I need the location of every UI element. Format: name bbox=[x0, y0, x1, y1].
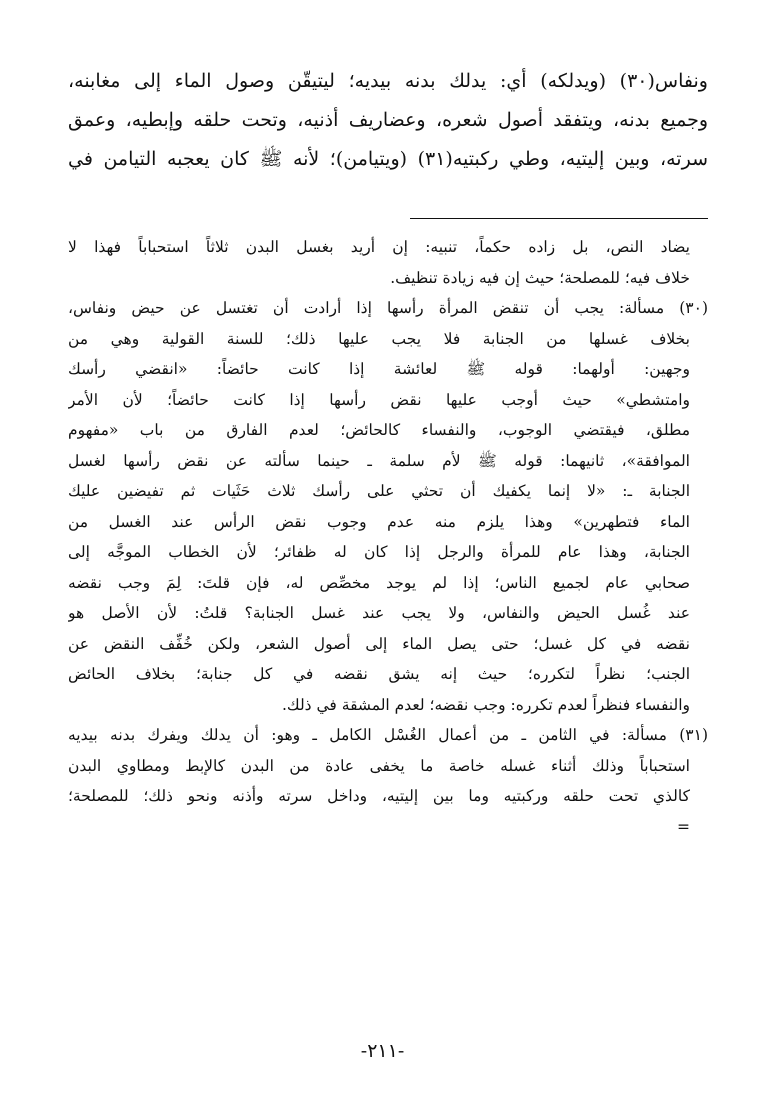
footnote-31 bbox=[68, 720, 708, 842]
footnote-line: الجنابة ـ: «لا إنما يكفيك أن تحثي على رأسك ثلاث حَثَيات ثم تفيضين عليك bbox=[68, 482, 690, 500]
footnote-line: (٣٠) مسألة: يجب أن تنقض المرأة رأسها إذا أرادت أن تغتسل عن حيض ونفاس، bbox=[68, 299, 708, 317]
footnote-line: وامتشطي» حيث أوجب عليها نقض رأسها إذا كانت حائضاً؛ لأن الأمر bbox=[68, 390, 690, 409]
footnote-line: صحابي عام لجميع الناس؛ إذا لم يوجد مخصِّص له، فإن قلتَ: لِمَ وجب نقضه bbox=[68, 573, 690, 592]
footnote-line: بخلاف غسلها من الجنابة فلا يجب عليها ذلك؛ للسنة القولية وهي من bbox=[68, 329, 690, 348]
footnote-line: الماء فتطهرين» وهذا يلزم منه عدم وجوب نقض الرأس عند الغسل من bbox=[68, 512, 690, 531]
footnote-line: الجنب؛ نظراً لتكرره؛ حيث إنه يشق نقضه في كل جنابة؛ بخلاف الحائض bbox=[68, 665, 690, 683]
main-text-line: سرته، وبين إليتيه، وطي ركبتيه(٣١) (ويتيامن)؛ لأنه ﷺ كان يعجبه التيامن في bbox=[68, 148, 708, 170]
footnote-line: وجهين: أولهما: قوله ﷺ لعائشة إذا كانت حائضاً: «انقضي رأسك bbox=[68, 360, 690, 378]
footnote-line: استحباباً وذلك أثناء غسله خاصة ما يخفى عادة من البدن كالإبط ومطاوي البدن bbox=[68, 756, 690, 775]
footnote-line: يضاد النص، بل زاده حكماً، تنبيه: إن أريد بغسل البدن ثلاثاً استحباباً فهذا لا bbox=[68, 238, 690, 256]
footnote-line: نقضه في كل غسل؛ حتى يصل الماء إلى أصول الشعر، ولكن خُفِّف النقض عن bbox=[68, 634, 690, 653]
footnote-line: والنفساء فنظراً لعدم تكرره: وجب نقضه؛ لعدم المشقة في ذلك. bbox=[281, 695, 690, 714]
footnote-line: (٣١) مسألة: في الثامن ـ من أعمال الغُسْل الكامل ـ وهو: أن يدلك ويفرك بدنه بيديه bbox=[68, 726, 708, 744]
footnote-continuation bbox=[68, 232, 708, 293]
footnote-line: خلاف فيه؛ للمصلحة؛ حيث إن فيه زيادة تنظيف. bbox=[390, 268, 690, 287]
page-number: -٢١١- bbox=[360, 1040, 405, 1062]
footnote-separator bbox=[410, 218, 708, 219]
footnote-30 bbox=[68, 293, 708, 720]
main-text-line: وجميع بدنه، ويتفقد أصول شعره، وعضاريف أذنيه، وتحت حلقه وإبطيه، وعمق bbox=[68, 109, 708, 131]
footnotes bbox=[68, 232, 708, 842]
footnote-line: كالذي تحت حلقه وركبتيه وما بين إليتيه، وداخل سرته وأذنه ونحو ذلك؛ للمصلحة؛ bbox=[68, 787, 690, 805]
continuation-marker: = bbox=[677, 817, 690, 836]
footnote-line: مطلق، فيقتضي الوجوب، والنفساء كالحائض؛ لعدم الفارق من باب «مفهوم bbox=[68, 421, 690, 439]
footnote-line: الموافقة»، ثانيهما: قوله ﷺ لأم سلمة ـ حينما سألته عن نقض رأسها لغسل bbox=[68, 451, 690, 470]
footnote-line: عند غُسل الحيض والنفاس، ولا يجب عند غسل الجنابة؟ قلتُ: لأن الأصل هو bbox=[68, 604, 690, 622]
footnote-line: الجنابة، وهذا عام للمرأة والرجل إذا كان له ظفائر؛ لأن الخطاب الموجَّه إلى bbox=[68, 543, 690, 561]
main-text bbox=[68, 62, 708, 179]
main-text-line: ونفاس(٣٠) (ويدلكه) أي: يدلك بدنه بيديه؛ ليتيقّن وصول الماء إلى مغابنه، bbox=[68, 70, 708, 92]
